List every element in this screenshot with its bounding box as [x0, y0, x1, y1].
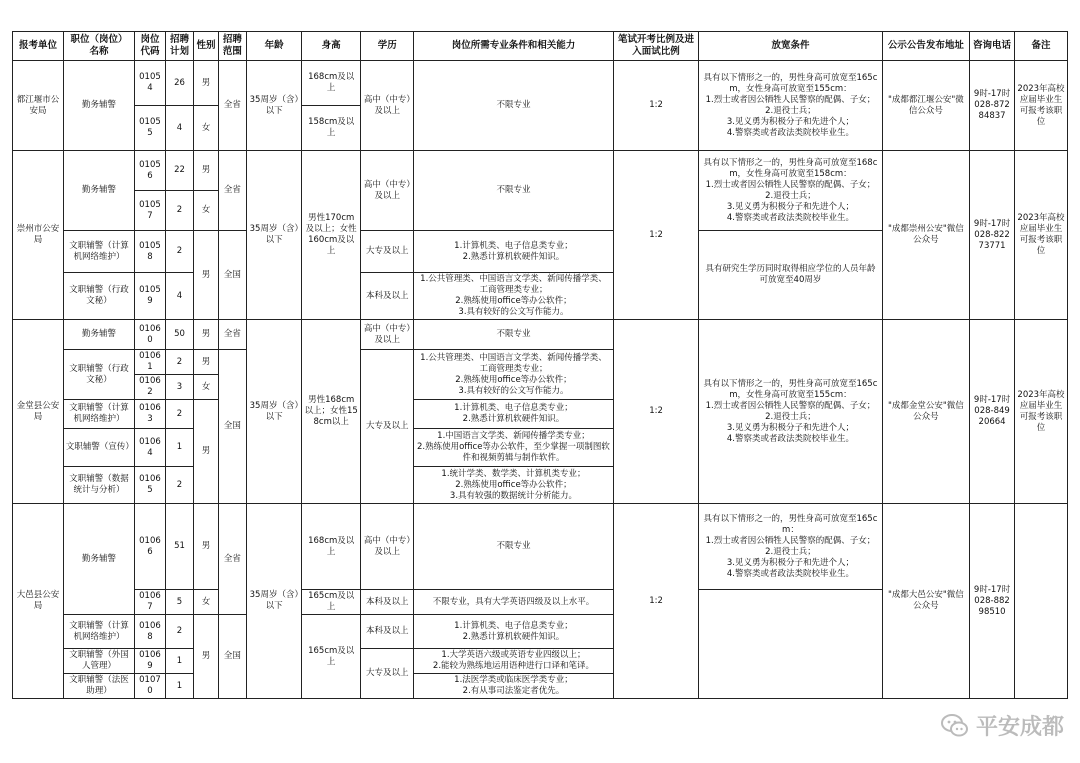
code-cell: 01058 — [135, 231, 166, 273]
age-cell: 35周岁（含）以下 — [247, 61, 302, 151]
wechat-icon — [940, 711, 970, 741]
gender-cell: 女 — [194, 106, 218, 151]
plan-cell: 5 — [165, 590, 194, 615]
notice-cell: "成都金堂公安"微信公众号 — [882, 320, 970, 504]
position-cell: 勤务辅警 — [63, 61, 134, 151]
education-cell: 大专及以上 — [361, 350, 414, 504]
plan-cell: 26 — [165, 61, 194, 106]
plan-cell: 2 — [165, 467, 194, 504]
phone-cell: 9时-17时 028-84920664 — [970, 320, 1015, 504]
plan-cell: 51 — [165, 504, 194, 590]
scope-cell: 全省 — [218, 320, 247, 350]
plan-cell: 1 — [165, 429, 194, 467]
scope-cell: 全国 — [218, 231, 247, 320]
position-cell: 勤务辅警 — [63, 504, 134, 615]
major-cell: 不限专业 — [414, 320, 614, 350]
header-row — [13, 32, 1068, 61]
phone-cell: 9时-17时 028-87284837 — [970, 61, 1015, 151]
height-cell: 男性168cm以上；女性158cm以上 — [302, 320, 361, 504]
education-cell: 本科及以上 — [361, 273, 414, 320]
code-cell: 01067 — [135, 590, 166, 615]
plan-cell: 50 — [165, 320, 194, 350]
major-cell: 不限专业 — [414, 151, 614, 231]
plan-cell: 4 — [165, 273, 194, 320]
height-cell: 168cm及以上 — [302, 504, 361, 590]
header-position: 职位（岗位）名称 — [63, 32, 134, 61]
age-cell: 35周岁（含）以下 — [247, 151, 302, 320]
major-cell: 不限专业 — [414, 504, 614, 590]
major-cell: 1.统计学类、数学类、计算机类专业； 2.熟练使用office等办公软件； 3.具有较强的数据统计分析能力。 — [414, 467, 614, 504]
education-cell: 高中（中专）及以上 — [361, 151, 414, 231]
phone-cell: 9时-17时 028-82273771 — [970, 151, 1015, 320]
unit-cell: 都江堰市公安局 — [13, 61, 64, 151]
header-plan: 招聘计划 — [165, 32, 194, 61]
major-cell: 1.法医学类或临床医学类专业； 2.有从事司法鉴定者优先。 — [414, 674, 614, 699]
header-unit: 报考单位 — [13, 32, 64, 61]
header-relax: 放宽条件 — [699, 32, 882, 61]
header-ratio: 笔试开考比例及进入面试比例 — [613, 32, 699, 61]
position-cell: 勤务辅警 — [63, 320, 134, 350]
age-cell: 35周岁（含）以下 — [247, 504, 302, 699]
height-cell: 165cm及以上 — [302, 590, 361, 615]
recruitment-table — [12, 31, 1068, 699]
unit-cell: 金堂县公安局 — [13, 320, 64, 504]
header-phone: 咨询电话 — [970, 32, 1015, 61]
position-cell: 文职辅警（计算机网络维护） — [63, 615, 134, 649]
education-cell: 高中（中专）及以上 — [361, 504, 414, 590]
major-cell: 1.计算机类、电子信息类专业； 2.熟悉计算机软硬件知识。 — [414, 231, 614, 273]
major-cell: 1.公共管理类、中国语言文学类、新闻传播学类、工商管理类专业； 2.熟练使用office等办公软件； 3.具有较好的公文写作能力。 — [414, 350, 614, 400]
height-cell: 158cm及以上 — [302, 106, 361, 151]
ratio-cell: 1:2 — [613, 320, 699, 504]
code-cell: 01061 — [135, 350, 166, 375]
plan-cell: 2 — [165, 191, 194, 231]
position-cell: 文职辅警（计算机网络维护） — [63, 231, 134, 273]
gender-cell: 女 — [194, 191, 218, 231]
plan-cell: 2 — [165, 350, 194, 375]
code-cell: 01060 — [135, 320, 166, 350]
scope-cell: 全国 — [218, 615, 247, 699]
code-cell: 01063 — [135, 400, 166, 429]
education-cell: 本科及以上 — [361, 590, 414, 615]
position-cell: 文职辅警（宣传） — [63, 429, 134, 467]
relax-cell: 具有以下情形之一的，男性身高可放宽至165cm： 1.烈士或者因公牺牲人民警察的配偶、子女； 2.退役士兵； 3.见义勇为积极分子和先进个人； 4.警察类或者政法类院校毕业生。 — [699, 504, 882, 590]
major-cell: 1.中国语言文学类、新闻传播学类专业； 2.熟练使用office等办公软件，至少掌握一项制图软件和视频剪辑与制作软件。 — [414, 429, 614, 467]
code-cell: 01065 — [135, 467, 166, 504]
header-scope: 招聘范围 — [218, 32, 247, 61]
major-cell: 1.大学英语六级或英语专业四级以上； 2.能较为熟练地运用语种进行口译和笔译。 — [414, 649, 614, 674]
plan-cell: 1 — [165, 649, 194, 674]
code-cell: 01069 — [135, 649, 166, 674]
plan-cell: 1 — [165, 674, 194, 699]
height-cell: 165cm及以上 — [302, 615, 361, 699]
phone-cell: 9时-17时 028-88298510 — [970, 504, 1015, 699]
position-cell: 文职辅警（计算机网络维护） — [63, 400, 134, 429]
position-cell: 勤务辅警 — [63, 151, 134, 231]
major-cell: 1.计算机类、电子信息类专业； 2.熟悉计算机软硬件知识。 — [414, 400, 614, 429]
code-cell: 01064 — [135, 429, 166, 467]
unit-cell: 崇州市公安局 — [13, 151, 64, 320]
position-cell: 文职辅警（行政文秘） — [63, 273, 134, 320]
position-cell: 文职辅警（法医助理） — [63, 674, 134, 699]
gender-cell: 男 — [194, 350, 218, 375]
position-cell: 文职辅警（外国人管理） — [63, 649, 134, 674]
education-cell: 高中（中专）及以上 — [361, 61, 414, 151]
header-education: 学历 — [361, 32, 414, 61]
watermark-text: 平安成都 — [975, 715, 1064, 740]
gender-cell: 女 — [194, 590, 218, 615]
plan-cell: 2 — [165, 400, 194, 429]
unit-cell: 大邑县公安局 — [13, 504, 64, 699]
table-row — [13, 151, 1068, 191]
code-cell: 01059 — [135, 273, 166, 320]
header-code: 岗位代码 — [135, 32, 166, 61]
height-cell: 男性170cm及以上；女性160cm及以上 — [302, 151, 361, 320]
relax-cell: 具有研究生学历同时取得相应学位的人员年龄可放宽至40周岁 — [699, 231, 882, 320]
scope-cell: 全省 — [218, 504, 247, 615]
header-notice: 公示公告发布地址 — [882, 32, 970, 61]
table-row — [13, 320, 1068, 350]
gender-cell: 男 — [194, 504, 218, 590]
gender-cell: 男 — [194, 400, 218, 504]
scope-cell: 全国 — [218, 350, 247, 504]
gender-cell: 男 — [194, 615, 218, 699]
relax-cell: 具有以下情形之一的，男性身高可放宽至165cm，女性身高可放宽至155cm： 1.烈士或者因公牺牲人民警察的配偶、子女； 2.退役士兵； 3.见义勇为积极分子和先进个人； 4.警察类或者政法类院校毕业生。 — [699, 320, 882, 504]
position-cell: 文职辅警（行政文秘） — [63, 350, 134, 400]
plan-cell: 4 — [165, 106, 194, 151]
code-cell: 01066 — [135, 504, 166, 590]
gender-cell: 男 — [194, 320, 218, 350]
gender-cell: 男 — [194, 61, 218, 106]
header-gender: 性别 — [194, 32, 218, 61]
plan-cell: 2 — [165, 615, 194, 649]
education-cell: 大专及以上 — [361, 649, 414, 699]
header-major: 岗位所需专业条件和相关能力 — [414, 32, 614, 61]
plan-cell: 22 — [165, 151, 194, 191]
major-cell: 不限专业，具有大学英语四级及以上水平。 — [414, 590, 614, 615]
scope-cell: 全省 — [218, 151, 247, 231]
major-cell: 不限专业 — [414, 61, 614, 151]
relax-cell: 具有以下情形之一的，男性身高可放宽至165cm，女性身高可放宽至155cm： 1.烈士或者因公牺牲人民警察的配偶、子女； 2.退役士兵； 3.见义勇为积极分子和先进个人； 4.警察类或者政法类院校毕业生。 — [699, 61, 882, 151]
code-cell: 01062 — [135, 375, 166, 400]
ratio-cell: 1:2 — [613, 504, 699, 699]
remarks-cell: 2023年高校应届毕业生可报考该职位 — [1014, 320, 1067, 504]
major-cell: 1.公共管理类、中国语言文学类、新闻传播学类、工商管理类专业； 2.熟练使用office等办公软件； 3.具有较好的公文写作能力。 — [414, 273, 614, 320]
relax-cell: 具有以下情形之一的，男性身高可放宽至168cm，女性身高可放宽至158cm： 1.烈士或者因公牺牲人民警察的配偶、子女； 2.退役士兵； 3.见义勇为积极分子和先进个人； 4.警察类或者政法类院校毕业生。 — [699, 151, 882, 231]
gender-cell: 男 — [194, 151, 218, 191]
code-cell: 01055 — [135, 106, 166, 151]
remarks-cell: 2023年高校应届毕业生可报考该职位 — [1014, 151, 1067, 320]
remarks-cell: 2023年高校应届毕业生可报考该职位 — [1014, 61, 1067, 151]
gender-cell: 男 — [194, 231, 218, 320]
education-cell: 本科及以上 — [361, 615, 414, 649]
height-cell: 168cm及以上 — [302, 61, 361, 106]
code-cell: 01054 — [135, 61, 166, 106]
header-remarks: 备注 — [1014, 32, 1067, 61]
relax-cell — [699, 590, 882, 699]
education-cell: 高中（中专）及以上 — [361, 320, 414, 350]
notice-cell: "成都崇州公安"微信公众号 — [882, 151, 970, 320]
plan-cell: 3 — [165, 375, 194, 400]
code-cell: 01056 — [135, 151, 166, 191]
table-row — [13, 61, 1068, 106]
code-cell: 01070 — [135, 674, 166, 699]
notice-cell: "成都都江堰公安"微信公众号 — [882, 61, 970, 151]
plan-cell: 2 — [165, 231, 194, 273]
position-cell: 文职辅警（数据统计与分析） — [63, 467, 134, 504]
major-cell: 1.计算机类、电子信息类专业； 2.熟悉计算机软硬件知识。 — [414, 615, 614, 649]
remarks-cell — [1014, 504, 1067, 699]
code-cell: 01057 — [135, 191, 166, 231]
age-cell: 35周岁（含）以下 — [247, 320, 302, 504]
code-cell: 01068 — [135, 615, 166, 649]
header-height: 身高 — [302, 32, 361, 61]
notice-cell: "成都大邑公安"微信公众号 — [882, 504, 970, 699]
header-age: 年龄 — [247, 32, 302, 61]
watermark — [940, 710, 1064, 741]
ratio-cell: 1:2 — [613, 151, 699, 320]
table-row — [13, 504, 1068, 590]
scope-cell: 全省 — [218, 61, 247, 151]
ratio-cell: 1:2 — [613, 61, 699, 151]
gender-cell: 女 — [194, 375, 218, 400]
education-cell: 大专及以上 — [361, 231, 414, 273]
